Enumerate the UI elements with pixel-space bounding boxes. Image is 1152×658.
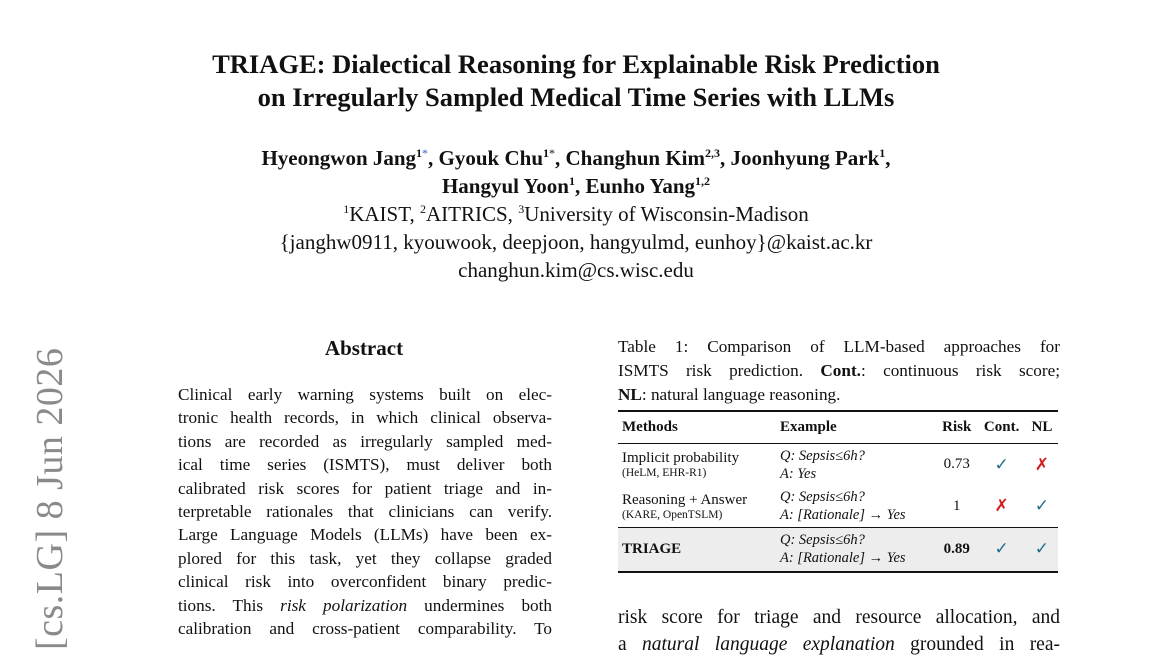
author-name: Hyeongwon Jang — [261, 146, 417, 170]
example-question: Q: Sepsis≤6h? — [780, 532, 865, 549]
author-affil-sup: 1,2 — [695, 174, 711, 188]
cross-icon: ✗ — [994, 496, 1009, 516]
col-header-nl: NL — [1031, 419, 1053, 435]
abstract-line: Clinical early warning systems built on elec- — [178, 385, 552, 404]
col-header-cont: Cont. — [983, 419, 1020, 435]
title-line-2: on Irregularly Sampled Medical Time Series with LLMs — [257, 82, 895, 112]
bold-term: NL — [618, 385, 642, 404]
abstract-line: calibration and cross-patient comparability. To — [178, 619, 552, 639]
affil-sup: 3 — [518, 202, 525, 216]
affil-name: AITRICS, — [426, 202, 519, 226]
author-affil-sup: 1 — [416, 146, 423, 160]
body-line — [618, 631, 1060, 658]
author-name: Changhun Kim — [565, 146, 705, 170]
abstract-line: calibrated risk scores for patient triage and in- — [178, 478, 552, 498]
table-caption — [618, 335, 1060, 407]
affil-name: KAIST, — [349, 202, 420, 226]
table-row — [618, 444, 1058, 486]
comparison-table — [618, 410, 1058, 573]
check-icon: ✓ — [1034, 539, 1050, 559]
example-cell — [776, 486, 936, 528]
abstract-line: tronic health records, in which clinical observa- — [178, 408, 552, 428]
col-header-methods: Methods — [622, 419, 678, 435]
email-line: {janghw0911, kyouwook, deepjoon, hangyulmd, eunhoy}@kaist.ac.kr — [279, 230, 873, 254]
emphasis-term: natural language explanation — [642, 634, 895, 655]
method-name: TRIAGE — [622, 540, 682, 557]
affiliations — [0, 200, 1152, 284]
author-line-2: Hangyul Yoon$^1$, Eunho Yang$^{1,2}$ — [441, 174, 711, 198]
equal-contribution-mark: * — [549, 146, 556, 160]
abstract-line: tions are recorded as irregularly sampled med- — [178, 431, 552, 451]
method-refs: (KARE, OpenTSLM) — [622, 508, 723, 521]
example-answer: A: Yes — [780, 465, 817, 482]
method-cell — [618, 444, 776, 486]
abstract-line: plored for this task, yet they collapse graded — [178, 548, 552, 568]
abstract-line — [178, 594, 552, 617]
text-run: tions. This — [178, 595, 281, 615]
example-question: Q: Sepsis≤6h? — [780, 447, 865, 464]
caption-line — [618, 383, 1060, 407]
text-run: : natural language reasoning. — [641, 385, 841, 404]
table-header-row — [618, 411, 1058, 444]
author-name: Eunho Yang — [585, 174, 696, 198]
author-affil-sup: 1 — [568, 174, 575, 188]
bold-term: Cont. — [820, 361, 861, 380]
text-run: a — [618, 634, 643, 655]
emphasis-term: risk polarization — [280, 595, 408, 615]
text-run: : continuous risk score; — [860, 361, 1060, 380]
author-name: Hangyul Yoon — [441, 174, 569, 198]
arxiv-stamp — [24, 347, 72, 654]
col-header-risk: Risk — [942, 419, 972, 435]
caption-line — [618, 359, 1060, 383]
check-icon: ✓ — [994, 539, 1009, 559]
abstract-line: Large Language Models (LLMs) have been ex- — [178, 525, 552, 545]
risk-cell: 0.89 — [943, 540, 970, 557]
email-line-2: changhun.kim@cs.wisc.edu — [458, 258, 694, 282]
text-run: grounded in rea- — [894, 634, 1060, 655]
text-run: undermines both — [407, 595, 552, 615]
affil-sup: 2 — [420, 202, 426, 216]
body-text — [618, 604, 1060, 658]
author-list — [0, 144, 1152, 200]
table-row — [618, 486, 1058, 528]
affiliation-line — [0, 200, 1152, 228]
method-refs: (HeLM, EHR-R1) — [622, 467, 707, 480]
abstract-line: terpretable rationales that clinicians can verify. — [178, 502, 552, 522]
example-answer: A: [Rationale] → Yes — [780, 507, 906, 524]
paper-title — [0, 48, 1152, 114]
risk-cell: 0.73 — [943, 456, 970, 473]
check-icon: ✓ — [1034, 496, 1050, 516]
method-cell — [618, 486, 776, 528]
example-answer: A: [Rationale] → Yes — [780, 550, 906, 567]
author-affil-sup: 1 — [879, 146, 886, 160]
method-name: Reasoning + Answer — [622, 491, 748, 508]
affil-sup: 1 — [343, 202, 350, 216]
method-name: Implicit probability — [622, 450, 740, 467]
example-question: Q: Sepsis≤6h? — [780, 489, 865, 506]
arxiv-stamp-text: [cs.LG] 8 Jun 2026 — [29, 347, 71, 650]
author-affil-sup: 2,3 — [705, 146, 720, 160]
risk-cell: 1 — [952, 497, 961, 514]
abstract-heading: Abstract — [324, 336, 404, 360]
author-line-1: Hyeongwon Jang$^{1*}$, Gyouk Chu$^{1*}$, Changhun Kim$^{2,3}$, Joonhyung Park$^1$, — [261, 146, 891, 170]
text-run: ISMTS risk prediction. — [618, 361, 821, 380]
author-name: Gyouk Chu — [438, 146, 544, 170]
body-line: risk score for triage and resource allocation, and — [618, 607, 1060, 628]
author-name: Joonhyung Park — [730, 146, 880, 170]
cross-icon: ✗ — [1034, 454, 1050, 474]
caption-line: Table 1: Comparison of LLM-based approaches for — [618, 337, 1060, 356]
equal-contribution-mark[interactable]: * — [422, 146, 429, 160]
example-cell — [776, 528, 936, 572]
author-affil-sup: 1 — [543, 146, 550, 160]
abstract-text — [178, 383, 552, 640]
col-header-example: Example — [780, 419, 837, 435]
title-line-1: TRIAGE: Dialectical Reasoning for Explainable Risk Prediction — [212, 49, 940, 79]
table-row-triage — [618, 528, 1058, 572]
abstract-line: clinical risk into overconfident binary predic- — [178, 572, 552, 592]
check-icon: ✓ — [994, 454, 1009, 474]
affil-name: University of Wisconsin-Madison — [524, 202, 809, 226]
abstract-line: ical time series (ISMTS), must deliver both — [178, 455, 552, 475]
example-cell — [776, 444, 936, 486]
method-cell — [618, 528, 776, 572]
